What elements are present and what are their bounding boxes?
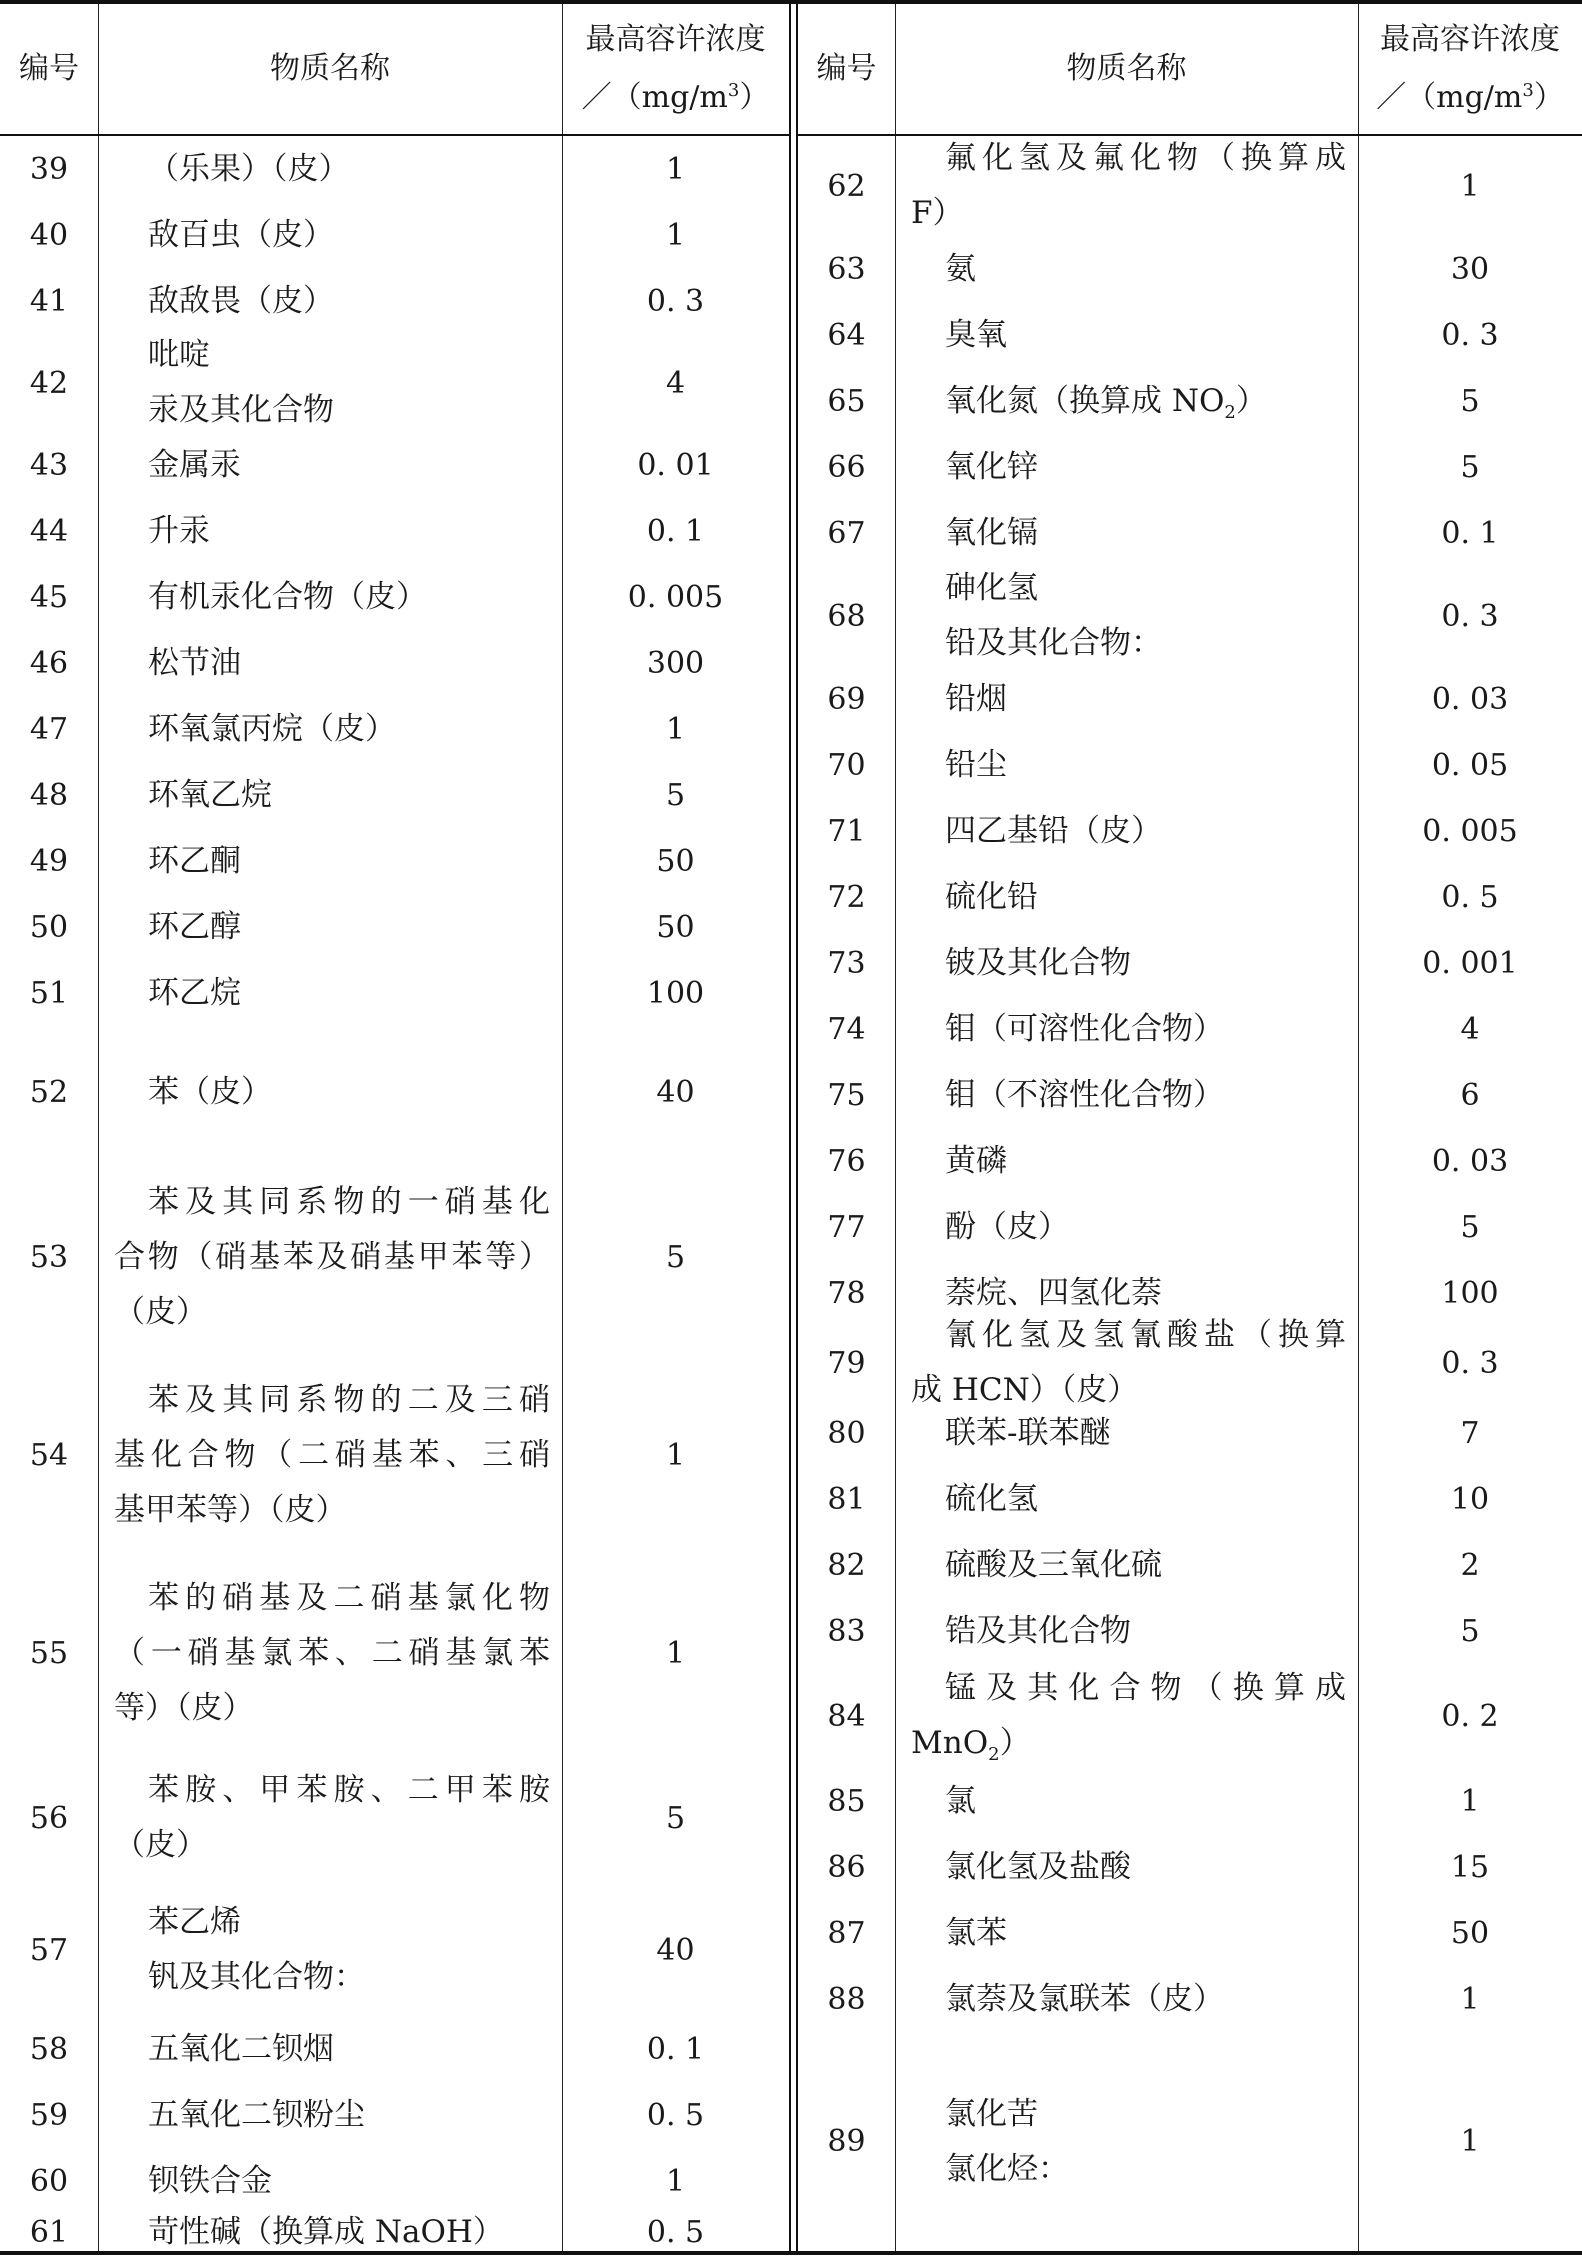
row-number: 70: [827, 747, 866, 783]
substance-name-line: 酚（皮）: [945, 1208, 1069, 1245]
max-concentration-value: 50: [656, 843, 695, 879]
max-concentration-value: 0. 1: [1441, 515, 1499, 551]
substance-name: [911, 1768, 1346, 1834]
table-row: [798, 1900, 1582, 1966]
row-number: 60: [29, 2163, 69, 2199]
row-number: 74: [827, 1011, 866, 1047]
table-row: [0, 2016, 789, 2082]
row-number: 77: [827, 1209, 866, 1245]
substance-name: [911, 1400, 1346, 1466]
substance-name-line: 钼（不溶性化合物）: [945, 1076, 1224, 1113]
max-concentration-value: 5: [665, 1239, 686, 1275]
substance-name: [114, 1554, 550, 1752]
row-number: 61: [29, 2215, 69, 2250]
row-number: 52: [29, 1074, 69, 1110]
row-number: 81: [827, 1481, 866, 1517]
row-number: 72: [827, 879, 866, 915]
substance-name-line: 黄磷: [945, 1142, 1007, 1179]
substance-name: [911, 1834, 1346, 1900]
table-row: [0, 696, 789, 762]
substance-name-line: 环乙烷: [148, 974, 241, 1011]
max-concentration-value: 10: [1450, 1481, 1490, 1517]
max-concentration-value: 0. 3: [1441, 317, 1499, 353]
max-concentration-value: 4: [665, 365, 686, 401]
substance-name: [911, 1532, 1346, 1598]
right-table-body: [798, 136, 1582, 2251]
table-row: [0, 268, 789, 334]
table-row: [798, 434, 1582, 500]
header-max-concentration: 最高容许浓度 $/(mg/m^3)$: [562, 4, 789, 134]
row-number: 45: [29, 579, 69, 615]
substance-name-line: 臭氧: [945, 316, 1007, 353]
max-concentration-value: 1: [1460, 2124, 1480, 2159]
max-concentration-value: 5: [1460, 383, 1480, 419]
max-concentration-value: 50: [1450, 1915, 1490, 1951]
row-number: 65: [827, 383, 866, 419]
table-row: [798, 1400, 1582, 1466]
row-number: 51: [29, 975, 69, 1011]
substance-name-line: MnO$_2$）: [911, 1725, 1031, 1766]
table-row: [798, 1966, 1582, 2032]
substance-name-line: 钡铁合金: [148, 2162, 272, 2199]
row-number: 41: [29, 283, 69, 319]
max-concentration-value: 15: [1450, 1849, 1490, 1885]
substance-name-line: 氧化氮（换算成 $NO_2$）: [945, 382, 1267, 423]
header-number: 编号: [816, 51, 877, 86]
substance-name: [114, 762, 550, 828]
max-concentration-value: 2: [1460, 1547, 1480, 1583]
substance-name: [114, 1884, 550, 2016]
row-number: 44: [29, 513, 69, 549]
substance-name-line: （皮）: [114, 1827, 207, 1863]
table-row: [0, 762, 789, 828]
substance-name: [911, 302, 1346, 368]
row-number: 54: [29, 1437, 69, 1473]
substance-name-line: 联苯-联苯醚: [945, 1414, 1111, 1451]
substance-name-line: 氯化苦: [945, 2095, 1038, 2132]
substance-name-line: 硫化铅: [945, 878, 1038, 915]
substance-name-line: 苯的硝基及二硝基氯化物: [148, 1579, 550, 1616]
row-number: 64: [827, 317, 866, 353]
table-row: [798, 1664, 1582, 1768]
substance-name-line: 氯: [945, 1782, 976, 1819]
max-concentration-value: 0. 1: [646, 2031, 705, 2067]
max-concentration-value: 0. 05: [1431, 747, 1509, 783]
table-row: [0, 202, 789, 268]
substance-name-line: 氯化氢及盐酸: [945, 1848, 1131, 1885]
substance-name: [911, 1466, 1346, 1532]
header-max-concentration: 最高容许浓度 $/(mg/m^3)$: [1358, 4, 1582, 134]
table-header: [0, 4, 789, 136]
substance-name-line: 苛性碱（换算成 NaOH）: [148, 2214, 504, 2250]
substance-name: [911, 1598, 1346, 1664]
row-number: 47: [29, 711, 69, 747]
row-number: 68: [827, 598, 866, 634]
table-row: [0, 564, 789, 630]
substance-name-line: 松节油: [148, 644, 241, 681]
substance-name-line: 萘烷、四氢化萘: [945, 1274, 1162, 1311]
substance-name: [114, 1026, 550, 1158]
row-number: 48: [29, 777, 69, 813]
table-row: [0, 960, 789, 1026]
substance-name: [114, 2082, 550, 2148]
substance-name: [114, 2016, 550, 2082]
panel-divider: [789, 4, 798, 2251]
row-number: 43: [29, 447, 69, 483]
row-number: 82: [827, 1547, 866, 1583]
substance-name-line: 基甲苯等）（皮）: [114, 1491, 347, 1528]
max-concentration-value: 5: [1460, 449, 1480, 485]
max-concentration-value: 0. 1: [646, 513, 705, 549]
max-concentration-value: 0. 5: [646, 2097, 705, 2133]
row-number: 42: [29, 365, 69, 401]
row-number: 56: [29, 1800, 69, 1836]
table-row: [798, 368, 1582, 434]
table-row: [798, 1194, 1582, 1260]
max-concentration-value: 1: [665, 1437, 686, 1473]
substance-name-line: 铅及其化合物：: [945, 625, 1162, 661]
substance-name-line: 汞及其化合物: [148, 392, 334, 428]
substance-name-line: 氯萘及氯联苯（皮）: [945, 1980, 1224, 2017]
substance-name-line: 氧化镉: [945, 514, 1038, 551]
substance-name: [911, 1128, 1346, 1194]
substance-name-line: 氯苯: [945, 1914, 1007, 1951]
substance-name-line: （皮）: [114, 1293, 207, 1330]
row-number: 55: [29, 1635, 69, 1671]
row-number: 79: [827, 1345, 866, 1381]
substance-name: [911, 732, 1346, 798]
table-row: [0, 432, 789, 498]
substance-name: [114, 1356, 550, 1554]
table-row: [0, 894, 789, 960]
substance-name: [114, 894, 550, 960]
substance-name: [911, 666, 1346, 732]
substance-name: [114, 2214, 550, 2251]
substance-name-line: 五氧化二钡烟: [148, 2030, 334, 2067]
table-row: [798, 1062, 1582, 1128]
table-row: [798, 2032, 1582, 2251]
substance-name-line: 环氧氯丙烷（皮）: [148, 710, 396, 747]
row-number: 50: [29, 909, 69, 945]
row-number: 88: [827, 1981, 866, 2017]
max-concentration-value: 0. 03: [1431, 1143, 1509, 1179]
row-number: 69: [827, 681, 866, 717]
substance-name-line: 环乙醇: [148, 908, 241, 945]
table-row: [798, 566, 1582, 666]
substance-name-line: 基化合物（二硝基苯、三硝: [114, 1436, 550, 1473]
max-concentration-value: 6: [1460, 1077, 1480, 1113]
header-substance-name: 物质名称: [270, 51, 390, 86]
row-number: 71: [827, 813, 866, 849]
row-number: 62: [827, 168, 866, 204]
max-concentration-value: 300: [646, 645, 705, 681]
substance-name: [114, 828, 550, 894]
substance-name: [911, 1194, 1346, 1260]
header-unit: $/(mg/m^3)$: [1376, 80, 1564, 115]
max-concentration-value: 0. 3: [646, 283, 705, 319]
substance-name-line: 硫化氢: [945, 1480, 1038, 1517]
table-row: [798, 1532, 1582, 1598]
max-concentration-value: 0. 3: [1441, 1345, 1499, 1381]
max-concentration-value: 0. 01: [637, 447, 714, 483]
substance-name: [911, 566, 1346, 666]
row-number: 58: [29, 2031, 69, 2067]
row-number: 80: [827, 1415, 866, 1451]
left-table-body: [0, 136, 789, 2251]
row-number: 73: [827, 945, 866, 981]
row-number: 76: [827, 1143, 866, 1179]
max-concentration-value: 5: [1460, 1613, 1480, 1649]
table-row: [798, 1466, 1582, 1532]
substance-name-line: 铅烟: [945, 680, 1007, 717]
table-row: [798, 302, 1582, 368]
table-row: [798, 500, 1582, 566]
table-row: [0, 1356, 789, 1554]
table-row: [798, 1128, 1582, 1194]
substance-name-line: 环乙酮: [148, 842, 241, 879]
table-row: [798, 798, 1582, 864]
row-number: 40: [29, 217, 69, 253]
substance-name-line: 敌百虫（皮）: [148, 216, 334, 253]
substance-name-line: 铅尘: [945, 746, 1007, 783]
max-concentration-value: 50: [656, 909, 695, 945]
table-row: [0, 334, 789, 432]
substance-name-line: 氨: [945, 250, 976, 287]
row-number: 63: [827, 251, 866, 287]
max-concentration-value: 1: [665, 711, 686, 747]
substance-name: [114, 432, 550, 498]
max-concentration-value: 0. 001: [1422, 945, 1518, 981]
row-number: 78: [827, 1275, 866, 1311]
table-row: [0, 1884, 789, 2016]
substance-name-line: 苯乙烯: [148, 1904, 241, 1940]
row-number: 46: [29, 645, 69, 681]
table-row: [0, 1158, 789, 1356]
max-concentration-value: 1: [1460, 1783, 1480, 1819]
substance-name-line: F）: [911, 195, 964, 231]
substance-name: [114, 136, 550, 202]
substance-name: [911, 798, 1346, 864]
max-concentration-value: 5: [1460, 1209, 1480, 1245]
max-concentration-value: 0. 005: [627, 579, 724, 615]
substance-name-line: 吡啶: [148, 337, 210, 373]
row-number: 85: [827, 1783, 866, 1819]
substance-name: [114, 334, 550, 432]
substance-name-line: 锆及其化合物: [945, 1612, 1131, 1649]
max-concentration-value: 0. 2: [1441, 1698, 1499, 1734]
substance-name-line: 四乙基铅（皮）: [945, 812, 1162, 849]
table-row: [0, 1554, 789, 1752]
max-concentration-value: 4: [1460, 1011, 1480, 1047]
substance-name-line: 苯及其同系物的一硝基化: [148, 1183, 550, 1220]
substance-name-line: （乐果）（皮）: [148, 150, 350, 187]
max-concentration-value: 30: [1450, 251, 1490, 287]
substance-name: [911, 434, 1346, 500]
substance-name: [114, 498, 550, 564]
row-number: 83: [827, 1613, 866, 1649]
row-number: 84: [827, 1698, 866, 1734]
substance-name-line: 钒及其化合物：: [148, 1959, 365, 1995]
table-row: [798, 236, 1582, 302]
substance-name: [911, 1966, 1346, 2032]
header-unit: $/(mg/m^3)$: [581, 80, 770, 115]
substance-name-line: 等）（皮）: [114, 1689, 254, 1726]
table-row: [798, 732, 1582, 798]
substance-name-line: 升汞: [148, 512, 210, 549]
max-concentration-value: 1: [1460, 168, 1480, 204]
substance-name-line: 五氧化二钡粉尘: [148, 2096, 365, 2133]
row-number: 39: [29, 151, 69, 187]
max-concentration-value: 5: [665, 1800, 686, 1836]
substance-name-line: 铍及其化合物: [945, 944, 1131, 981]
max-concentration-value: 0. 005: [1422, 813, 1518, 849]
table-row: [798, 1317, 1582, 1408]
substance-name-line: 有机汞化合物（皮）: [148, 578, 427, 615]
substance-name: [114, 564, 550, 630]
substance-name-line: 合物（硝基苯及硝基甲苯等）: [114, 1238, 550, 1275]
substance-name: [911, 864, 1346, 930]
max-concentration-value: 1: [665, 2163, 686, 2199]
max-concentration-value: 40: [656, 1074, 695, 1110]
substance-name-line: 成 HCN）（皮）: [911, 1372, 1139, 1408]
table-row: [798, 864, 1582, 930]
substance-name: [911, 1900, 1346, 1966]
right-table-panel: [798, 4, 1582, 2251]
substance-name: [114, 696, 550, 762]
substance-name-line: 氟化氢及氟化物（换算成: [945, 140, 1346, 176]
substance-name: [114, 630, 550, 696]
substance-name: [114, 1158, 550, 1356]
max-concentration-value: 0. 5: [1441, 879, 1499, 915]
table-row: [798, 1834, 1582, 1900]
substance-name-line: 苯及其同系物的二及三硝: [148, 1381, 550, 1418]
max-concentration-value: 5: [665, 777, 686, 813]
substance-name: [911, 1317, 1346, 1408]
max-concentration-value: 1: [665, 151, 686, 187]
table-row: [798, 930, 1582, 996]
substance-name-line: 苯胺、甲苯胺、二甲苯胺: [148, 1772, 550, 1808]
table-row: [0, 1752, 789, 1884]
row-number: 75: [827, 1077, 866, 1113]
substance-name-line: 锰及其化合物（换算成: [945, 1670, 1346, 1706]
substance-name-line: 敌敌畏（皮）: [148, 282, 334, 319]
left-table-panel: [0, 4, 789, 2251]
max-concentration-value: 0. 5: [646, 2215, 705, 2250]
substance-name: [911, 1062, 1346, 1128]
row-number: 67: [827, 515, 866, 551]
max-concentration-value: 7: [1460, 1415, 1480, 1451]
substance-name-line: 氰化氢及氢氰酸盐（换算: [945, 1317, 1346, 1353]
substance-name: [114, 1752, 550, 1884]
substance-name-line: 砷化氢: [945, 570, 1038, 606]
substance-name-line: 氯化烃：: [945, 2150, 1069, 2187]
substance-name: [114, 268, 550, 334]
substance-name-line: 钼（可溶性化合物）: [945, 1010, 1224, 1047]
substance-name: [911, 930, 1346, 996]
substance-name-line: （一硝基氯苯、二硝基氯苯: [114, 1634, 550, 1671]
table-row: [798, 136, 1582, 236]
max-concentration-value: 100: [646, 975, 705, 1011]
max-concentration-value: 1: [665, 217, 686, 253]
substance-name-line: 环氧乙烷: [148, 776, 272, 813]
max-concentration-value: 1: [665, 1635, 686, 1671]
max-concentration-value: 40: [656, 1932, 695, 1968]
table-row: [798, 1768, 1582, 1834]
table-row: [0, 630, 789, 696]
row-number: 87: [827, 1915, 866, 1951]
substance-name-line: 金属汞: [148, 446, 241, 483]
substance-name: [114, 960, 550, 1026]
substance-name: [911, 500, 1346, 566]
row-number: 86: [827, 1849, 866, 1885]
substance-name: [911, 136, 1346, 236]
substance-name-line: 氧化锌: [945, 448, 1038, 485]
row-number: 89: [827, 2124, 866, 2159]
substance-name: [911, 996, 1346, 1062]
header-number: 编号: [19, 51, 79, 86]
table-row: [798, 996, 1582, 1062]
max-concentration-value: 1: [1460, 1981, 1480, 2017]
max-concentration-value: 0. 03: [1431, 681, 1509, 717]
table-row: [798, 1598, 1582, 1664]
table-row: [0, 2082, 789, 2148]
substance-name-line: 硫酸及三氧化硫: [945, 1546, 1162, 1583]
row-number: 53: [29, 1239, 69, 1275]
row-number: 49: [29, 843, 69, 879]
row-number: 57: [29, 1932, 69, 1968]
max-concentration-value: 100: [1441, 1275, 1499, 1311]
substance-name: [114, 202, 550, 268]
max-concentration-value: 0. 3: [1441, 598, 1499, 634]
substance-name: [911, 1664, 1346, 1768]
row-number: 66: [827, 449, 866, 485]
substance-name: [911, 368, 1346, 434]
table-row: [0, 828, 789, 894]
header-substance-name: 物质名称: [1066, 51, 1187, 86]
substance-name: [911, 236, 1346, 302]
row-number: 59: [29, 2097, 69, 2133]
table-row: [0, 2214, 789, 2251]
substance-name-line: 苯（皮）: [148, 1073, 272, 1110]
table-row: [0, 498, 789, 564]
table-header: [798, 4, 1582, 136]
table-row: [798, 666, 1582, 732]
table-row: [0, 136, 789, 202]
table-row: [0, 1026, 789, 1158]
substance-name: [911, 2032, 1346, 2251]
